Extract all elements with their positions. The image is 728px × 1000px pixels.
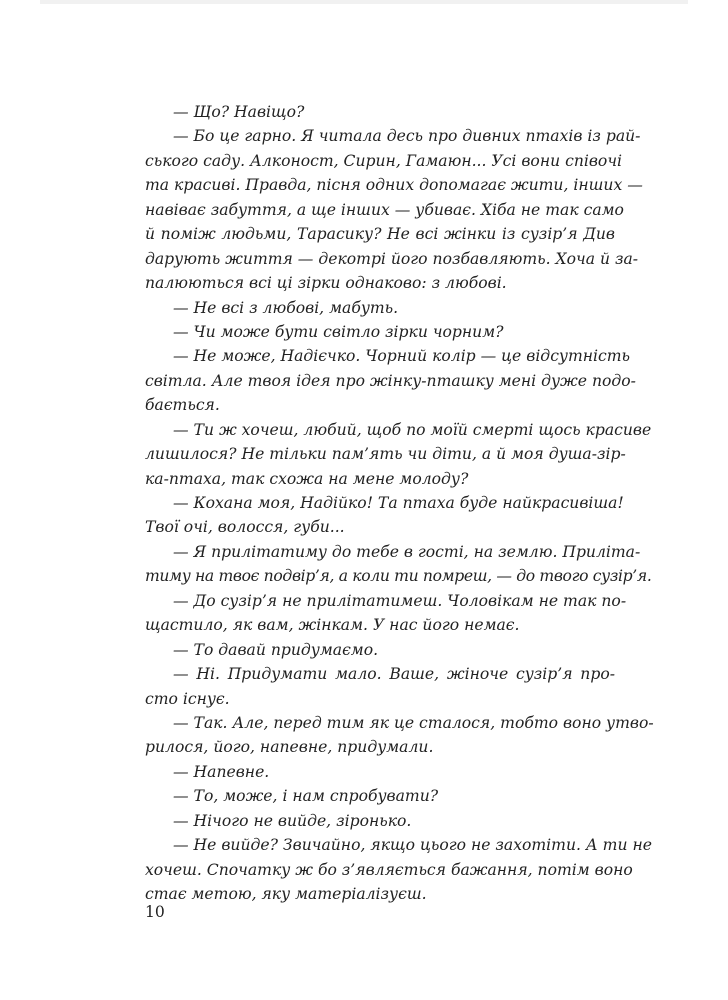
paragraph-line: щастило, як вам, жінкам. У нас його немає. [145,616,520,635]
page-top-edge [40,0,688,4]
paragraph-line: тиму на твоє подвір’я, а коли ти помреш, — до твого сузір’я. [145,567,652,586]
paragraph-line: — Що? Навіщо? [173,103,305,121]
paragraph-line: — Не може, Надієчко. Чорний колір — це відсутність [173,347,631,366]
paragraph-line: бається. [145,396,220,415]
paragraph-line: — То, може, і нам спробувати? [173,787,439,806]
paragraph-line: — Не всі з любові, мабуть. [173,298,399,317]
page-number: 10 [145,903,165,921]
paragraph-line: — Кохана моя, Надійко! Та птаха буде найкрасивіша! [173,494,624,512]
paragraph-line: — Напевне. [173,762,270,781]
paragraph-line: ка-птаха, так схожа на мене молоду? [145,469,469,488]
paragraph-line: Твої очі, волосся, губи... [145,518,345,537]
paragraph-line: світла. Але твоя ідея про жінку-пташку мені дуже подо- [145,371,636,390]
paragraph-line: — Нічого не вийде, зіронько. [173,811,412,830]
paragraph-line: хочеш. Спочатку ж бо з’являється бажання, потім воно [145,860,633,879]
paragraph-line: — Так. Але, перед тим як це сталося, тобто воно утво- [173,713,654,732]
paragraph-line: рилося, його, напевне, придумали. [145,738,434,757]
paragraph-line: лишилося? Не тільки пам’ять чи діти, а й моя душа-зір- [145,445,626,464]
paragraph-line: — Не вийде? Звичайно, якщо цього не захотіти. А ти не [173,836,652,855]
paragraph-line: — Ти ж хочеш, любий, щоб по моїй смерті щось красиве [173,420,652,439]
paragraph-line: стає метою, яку матеріалізуєш. [145,885,427,903]
paragraph-line: — Я прилітатиму до тебе в гості, на землю. Прилітa- [173,542,641,561]
paragraph-line: дарують життя — декотрі його позбавляють. Хоча й за- [145,249,639,268]
paragraph-line: та красиві. Правда, пісня одних допомагає жити, інших — [145,176,643,195]
paragraph-line: сто існує. [145,689,230,708]
paragraph-line: — До сузір’я не прилітатимеш. Чоловікам не так по- [173,591,627,610]
paragraph-line: навіває забуття, а ще інших — убиває. Хіба не так само [145,200,624,219]
paragraph-line: — То давай придумаємо. [173,640,379,659]
paragraph-line: — Ні. Придумати мало. Ваше, жіноче сузір’я про- [173,665,615,684]
paragraph-line: й поміж людьми, Тарасику? Не всі жінки із сузір’я Див [145,225,615,244]
page-text [145,100,654,906]
paragraph-line: — Бо це гарно. Я читала десь про дивних птахів із рай- [173,127,641,146]
paragraph-line: — Чи може бути світло зірки чорним? [173,322,504,341]
paragraph-line: палюються всі ці зірки однаково: з любові. [145,274,507,293]
paragraph-line: ського саду. Алконост, Сирин, Гамаюн... Усі вони співочі [145,151,623,170]
